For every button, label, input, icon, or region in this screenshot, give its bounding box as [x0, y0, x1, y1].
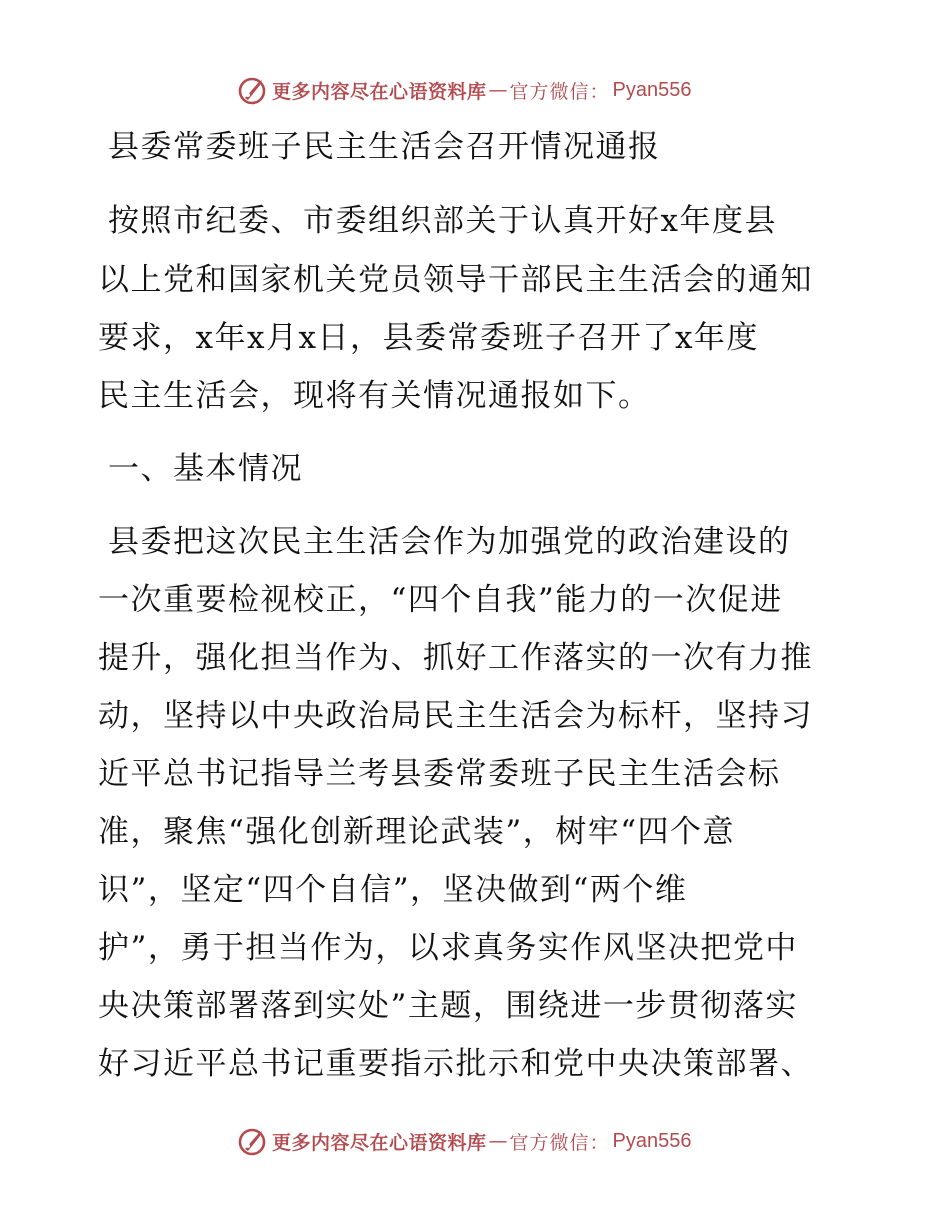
watermark-banner-bottom: [236, 1124, 692, 1158]
body-line: 护”，勇于担当作为，以求真务实作风坚决把党中: [98, 930, 798, 966]
intro-line: 以上党和国家机关党员领导干部民主生活会的通知: [98, 262, 813, 298]
watermark-separator: —: [488, 1130, 508, 1152]
watermark-official: 官方微信: [509, 1131, 590, 1154]
watermark-banner-top: [236, 73, 692, 107]
section-heading: 一、基本情况: [108, 451, 303, 487]
body-line: 动，坚持以中央政治局民主生活会为标杆，坚持习: [98, 698, 813, 734]
watermark-colon: ：: [589, 1131, 609, 1154]
body-line: 央决策部署落到实处”主题，围绕进一步贯彻落实: [98, 988, 798, 1024]
watermark-wechat-id: Pyan556: [612, 1129, 692, 1152]
watermark-separator: —: [488, 79, 508, 101]
watermark-wechat-id: Pyan556: [612, 78, 692, 101]
watermark-colon: ：: [589, 80, 609, 103]
intro-line: 按照市纪委、市委组织部关于认真开好x年度县: [108, 203, 777, 239]
body-line: 提升，强化担当作为、抓好工作落实的一次有力推: [98, 640, 813, 676]
body-line: 县委把这次民主生活会作为加强党的政治建设的: [108, 524, 791, 560]
watermark-brand: 更多内容尽在心语资料库: [272, 80, 487, 103]
watermark-official: 官方微信: [509, 80, 590, 103]
body-line: 识”，坚定“四个自信”，坚决做到“两个维: [98, 872, 688, 908]
intro-line: 要求，x年x月x日，县委常委班子召开了x年度: [98, 320, 759, 356]
watermark-brand: 更多内容尽在心语资料库: [272, 1131, 487, 1154]
body-line: 好习近平总书记重要指示批示和党中央决策部署、: [98, 1046, 813, 1082]
document-title: 县委常委班子民主生活会召开情况通报: [108, 129, 661, 165]
pen-nib-circle-icon: [236, 1125, 268, 1157]
body-line: 近平总书记指导兰考县委常委班子民主生活会标: [98, 756, 781, 792]
intro-line: 民主生活会，现将有关情况通报如下。: [98, 378, 651, 414]
pen-nib-circle-icon: [236, 74, 268, 106]
body-line: 准，聚焦“强化创新理论武装”，树牢“四个意: [98, 814, 736, 850]
body-line: 一次重要检视校正，“四个自我”能力的一次促进: [98, 582, 783, 618]
